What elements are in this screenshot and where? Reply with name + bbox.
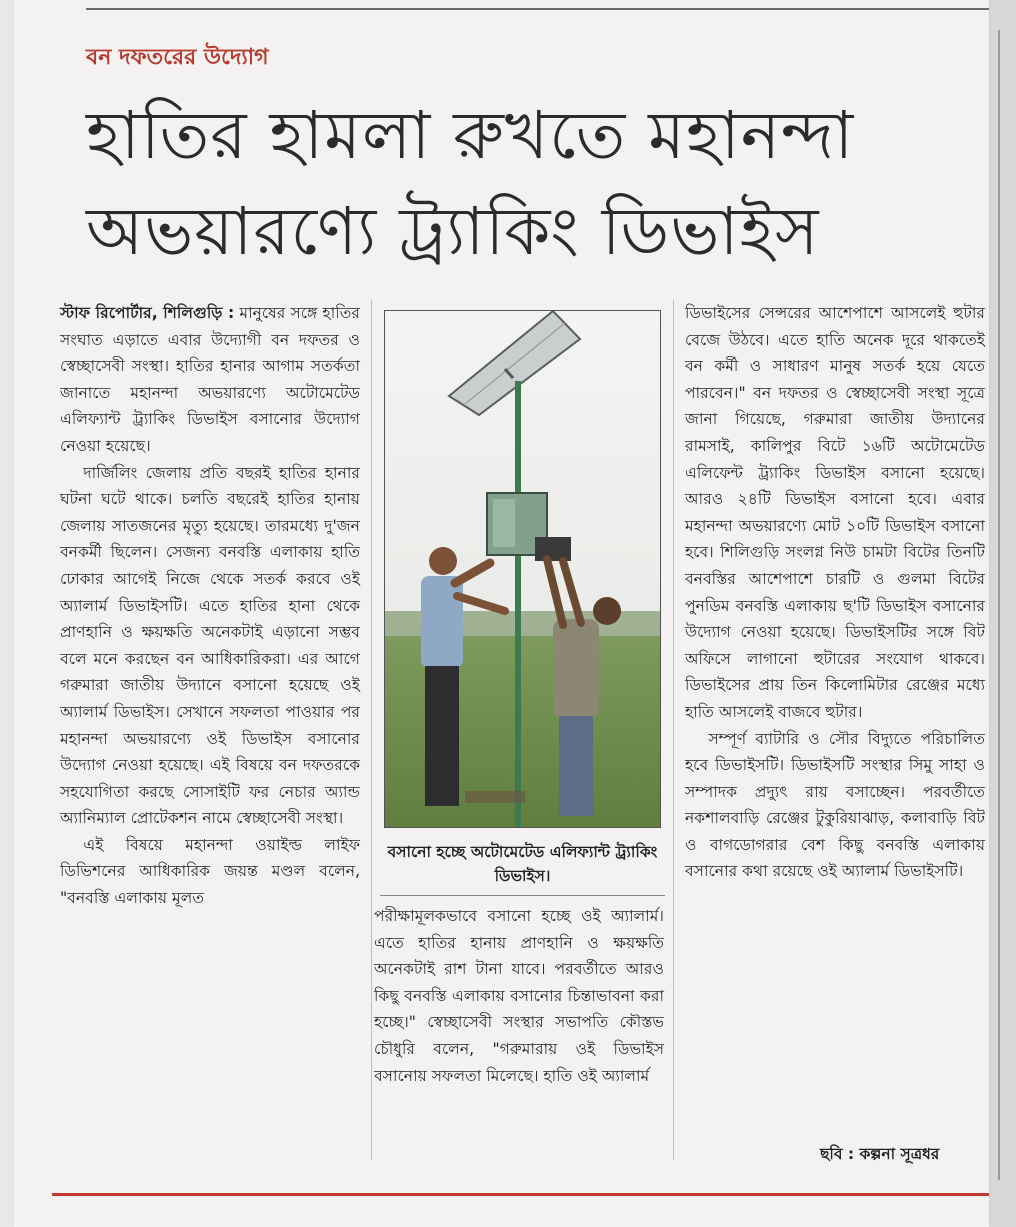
kicker: বন দফতরের উদ্যোগ xyxy=(86,45,269,70)
column-divider-2 xyxy=(673,300,674,1160)
paragraph-1 xyxy=(60,300,360,460)
paragraph-1-text: মানুষের সঙ্গে হাতির সংঘাত এড়াতে এবার উদ্যোগী বন দফতর ও স্বেচ্ছাসেবী সংস্থা। হাতির হানার আগাম সতর্কতা জানাতে মহানন্দা অভয়ারণ্যে অটোমেটেড এলিফ্যান্ট ট্র্যাকিং ডিভাইস বসানোর উদ্যোগ নেওয়া হয়েছে। xyxy=(60,304,360,455)
article-column-1 xyxy=(60,300,360,912)
paragraph-4: পরীক্ষামূলকভাবে বসানো হচ্ছে ওই অ্যালার্ম। এতে হাতির হানায় প্রাণহানি ও ক্ষয়ক্ষতি অনেকটাই রাশ টানা যাবে। পরবর্তীতে আরও কিছু বনবস্তি এলাকায় বসানোর চিন্তাভাবনা করা হচ্ছে।" স্বেচ্ছাসেবী সংস্থার সভাপতি কৌস্তভ চৌধুরি বলেন, "গরুমারায় ওই ডিভাইস বসানোয় সফলতা মিলেছে। হাতি ওই অ্যালার্ম xyxy=(374,907,664,1085)
byline: স্টাফ রিপোর্টার, শিলিগুড়ি : xyxy=(60,304,235,322)
photo-caption: বসানো হচ্ছে অটোমেটেড এলিফ্যান্ট ট্র্যাকিং ডিভাইস। xyxy=(387,843,658,885)
caption-rule xyxy=(380,895,665,896)
adjacent-page-edge xyxy=(990,0,1016,1227)
article-column-2 xyxy=(374,903,664,1089)
top-rule xyxy=(86,8,989,10)
photo-illustration xyxy=(385,311,660,827)
photo-credit: ছবি : কল্পনা সূত্রধর xyxy=(820,1145,940,1163)
column-divider-1 xyxy=(371,300,372,1160)
bottom-rule xyxy=(52,1193,989,1196)
article-column-3 xyxy=(685,300,985,885)
paragraph-6: সম্পূর্ণ ব্যাটারি ও সৌর বিদ্যুতে পরিচালিত হবে ডিভাইসটি। ডিভাইসটি সংস্থার সিমু সাহা ও সম্পাদক প্রদ্যুৎ রায় বসাচ্ছেন। পরবর্তীতে নকশালবাড়ি রেঞ্জের টুকুরিয়াঝাড়, কলাবাড়ি বিট ও বাগডোগরার বেশ কিছু বনবস্তি এলাকায় বসানোর কথা রয়েছে ওই অ্যালার্ম ডিভাইসটি। xyxy=(685,729,985,881)
paragraph-5: ডিভাইসের সেন্সরের আশেপাশে আসলেই হুটার বেজে উঠবে। এতে হাতি অনেক দূরে থাকতেই বন কর্মী ও সাধারণ মানুষ সতর্ক হয়ে যেতে পারবেন।" বন দফতর ও স্বেচ্ছাসেবী সংস্থা সূত্রে জানা গিয়েছে, গরুমারা জাতীয় উদ্যানের রামসাই, কালিপুর বিটে ১৬টি অটোমেটেড এলিফেন্ট ট্র্যাকিং ডিভাইস বসানো হয়েছে। আরও ২৪টি ডিভাইস বসানো হবে। এবার মহানন্দা অভয়ারণ্যে মোট ১০টি ডিভাইস বসানো হবে। শিলিগুড়ি সংলগ্ন নিউ চামটা বিটের তিনটি বনবস্তির আশেপাশে চারটি ও গুলমা বিটের পুনডিম বনবস্তি এলাকায় ছ'টি ডিভাইস বসানোর উদ্যোগ নেওয়া হয়েছে। ডিভাইসটির সঙ্গে বিট অফিসে লাগানো হুটারের সংযোগ থাকবে। ডিভাইসের প্রায় তিন কিলোমিটার রেঞ্জের মধ্যে হাতি আসলেই বাজবে হুটার। xyxy=(685,304,985,721)
paragraph-3: এই বিষয়ে মহানন্দা ওয়াইল্ড লাইফ ডিভিশনের আধিকারিক জয়ন্ত মণ্ডল বলেন, "বনবস্তি এলাকায় মূলত xyxy=(60,835,360,908)
column-rule-right xyxy=(998,30,1000,1180)
paragraph-2: দার্জিলিং জেলায় প্রতি বছরই হাতির হানার ঘটনা ঘটে থাকে। চলতি বছরেই হাতির হানায় জেলায় সাতজনের মৃত্যু হয়েছে। তারমধ্যে দু'জন বনকর্মী ছিলেন। সেজন্য বনবস্তি এলাকায় হাতি ঢোকার আগেই নিজে থেকে সতর্ক করবে ওই অ্যালার্ম ডিভাইসটি। এতে হাতির হানা থেকে প্রাণহানি ও ক্ষয়ক্ষতি অনেকটাই এড়ানো সম্ভব বলে মনে করছেন বন আধিকারিকরা। এর আগে গরুমারা জাতীয় উদ্যানে বসানো হয়েছে ওই অ্যালার্ম ডিভাইস। সেখানে সফলতা পাওয়ার পর মহানন্দা অভয়ারণ্যে ওই ডিভাইস বসানোর উদ্যোগ নেওয়া হয়েছে। এই বিষয়ে বন দফতরকে সহযোগিতা করছে সোসাইটি ফর নেচার অ্যান্ড অ্যানিম্যাল প্রোটেকশন নামে স্বেচ্ছাসেবী সংস্থা। xyxy=(60,463,360,828)
headline: হাতির হামলা রুখতে মহানন্দা অভয়ারণ্যে ট্র্যাকিং ডিভাইস xyxy=(86,97,855,270)
article-photo xyxy=(384,310,661,828)
